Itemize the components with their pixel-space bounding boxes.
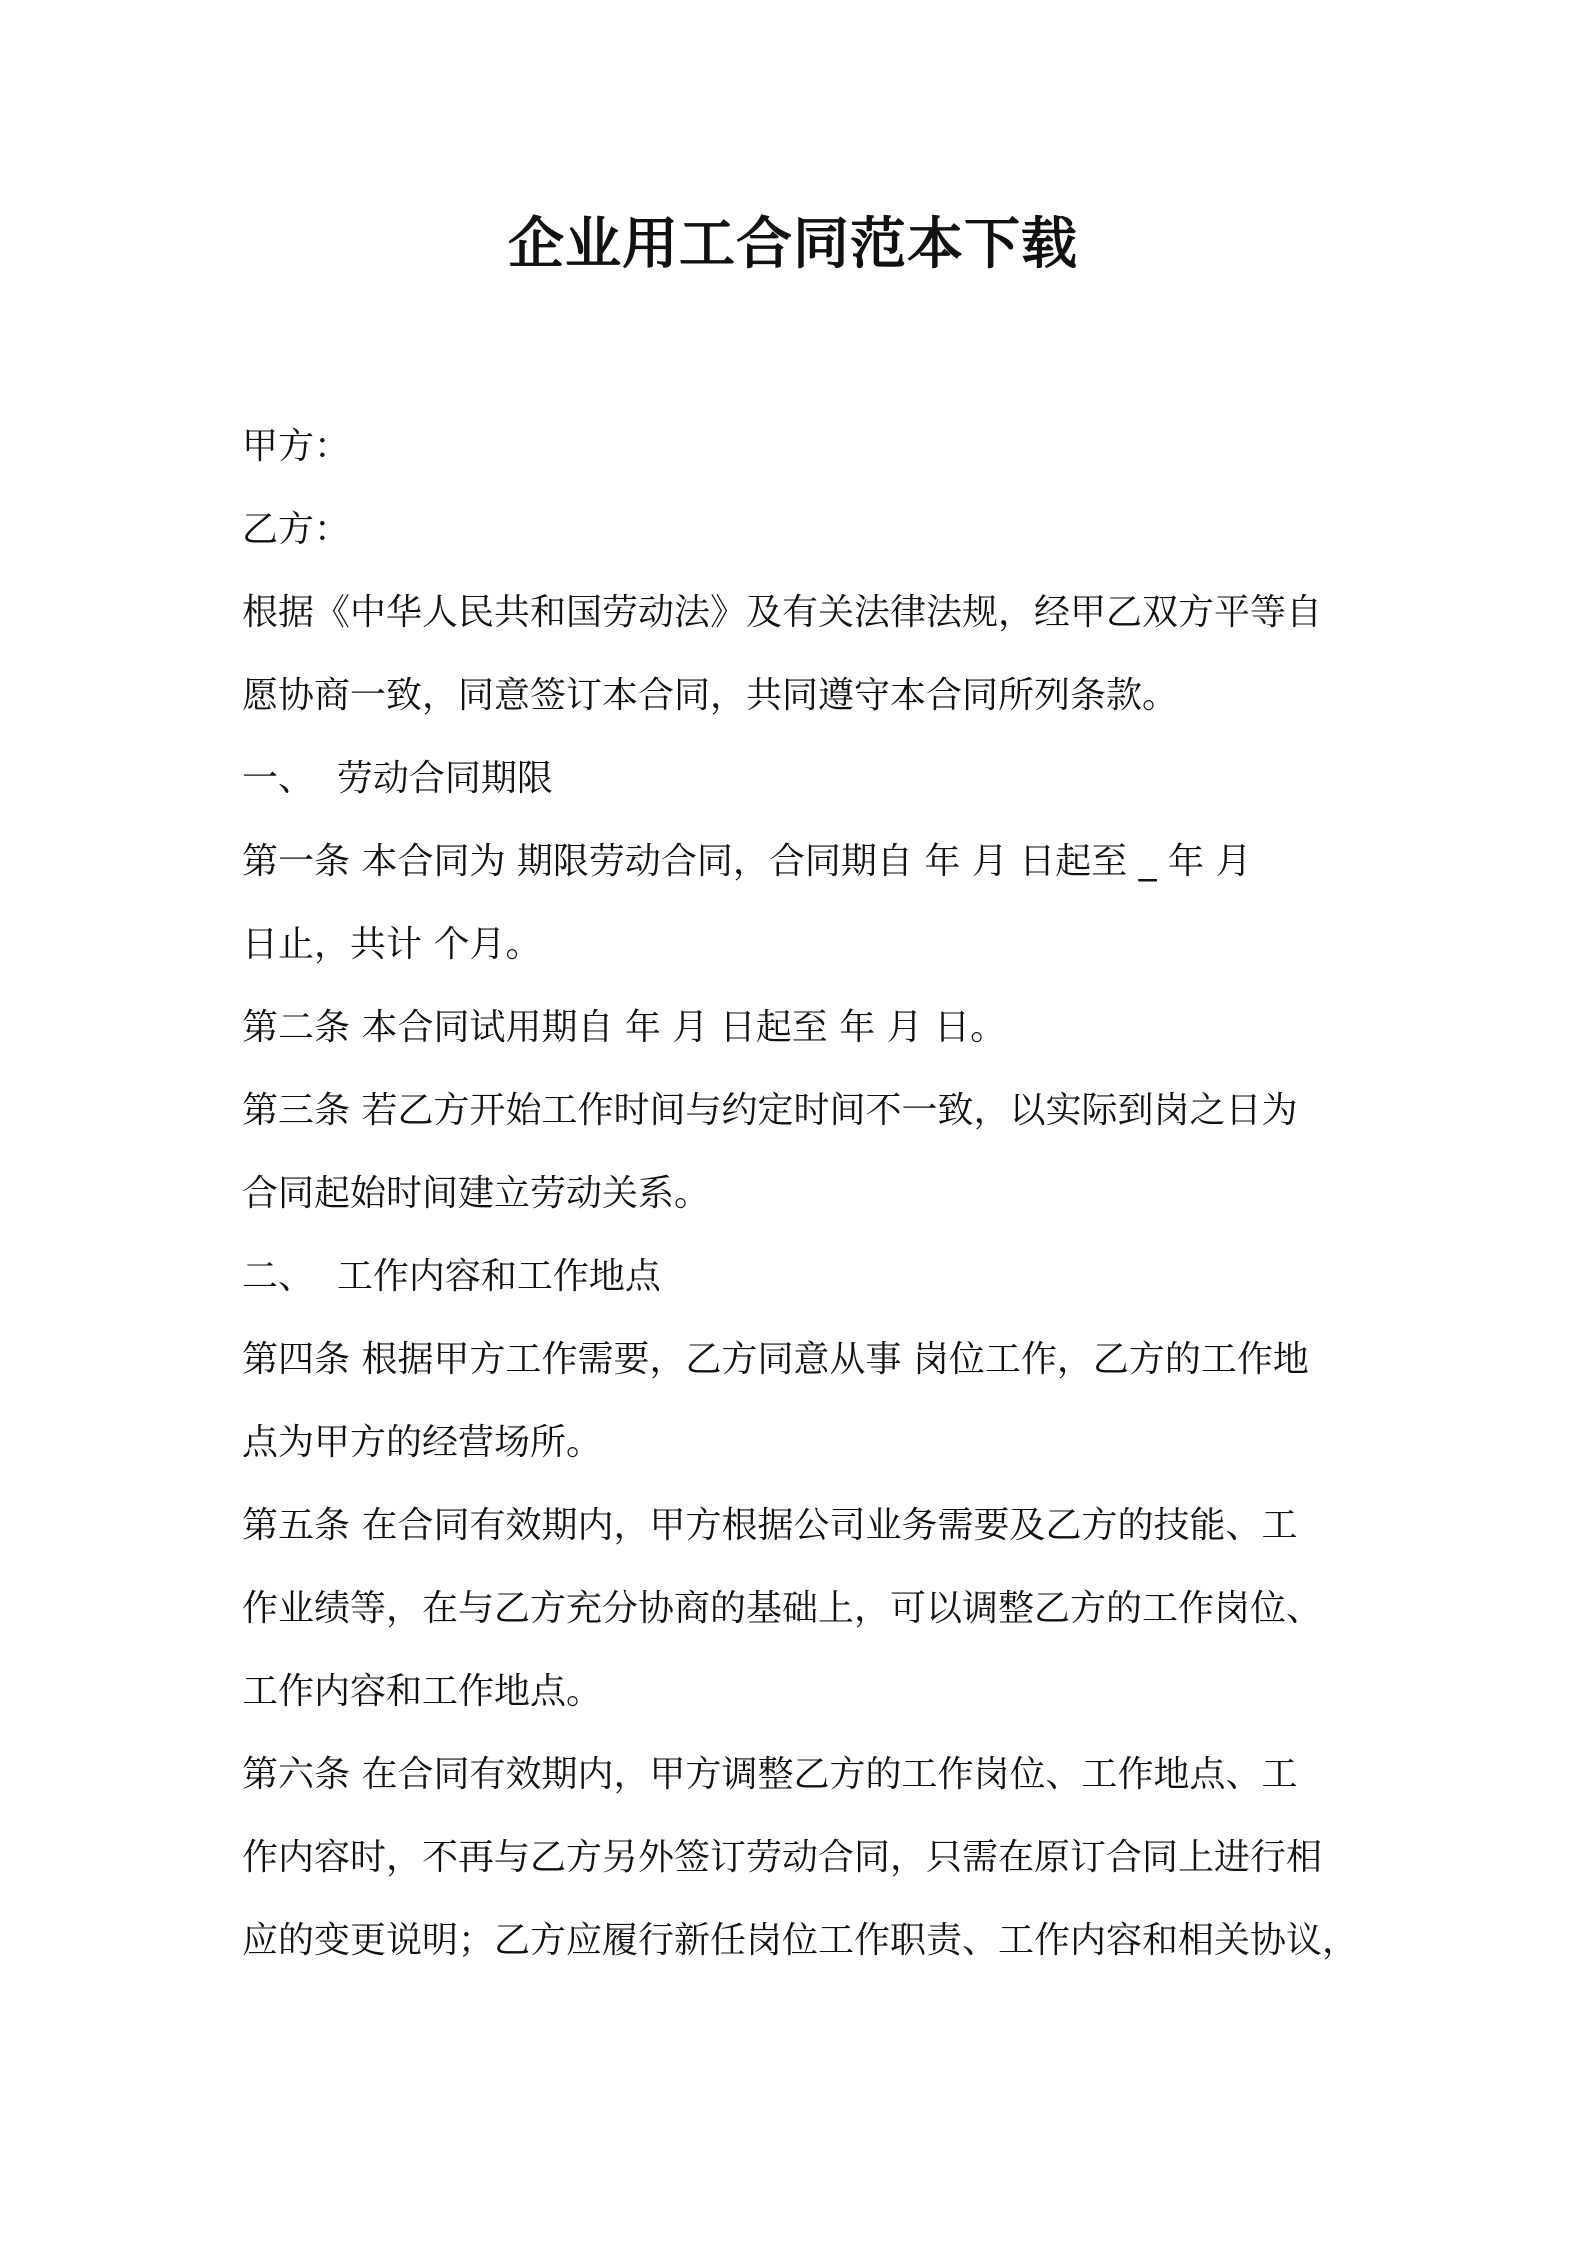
article-line: 第五条 在合同有效期内，甲方根据公司业务需要及乙方的技能、工 xyxy=(242,1505,1298,1546)
article-line: 合同起始时间建立劳动关系。 xyxy=(242,1173,711,1214)
article-line: 点为甲方的经营场所。 xyxy=(242,1422,603,1463)
article-line: 第三条 若乙方开始工作时间与约定时间不一致，以实际到岗之日为 xyxy=(242,1090,1298,1131)
section-heading: 二、 工作内容和工作地点 xyxy=(242,1256,661,1297)
article-line: 第二条 本合同试用期自 年 月 日起至 年 月 日。 xyxy=(242,1007,1007,1048)
preamble-line: 根据《中华人民共和国劳动法》及有关法律法规，经甲乙双方平等自 xyxy=(242,592,1323,633)
article-line: 日止，共计 个月。 xyxy=(242,924,542,965)
party-b-line: 乙方： xyxy=(242,509,351,550)
article-line: 第六条 在合同有效期内，甲方调整乙方的工作岗位、工作地点、工 xyxy=(242,1754,1298,1795)
preamble-line: 愿协商一致，同意签订本合同，共同遵守本合同所列条款。 xyxy=(242,675,1179,716)
article-line: 作内容时，不再与乙方另外签订劳动合同，只需在原订合同上进行相 xyxy=(242,1837,1323,1878)
article-line: 工作内容和工作地点。 xyxy=(242,1671,603,1712)
document-title: 企业用工合同范本下载 xyxy=(508,212,1078,277)
article-line: 第四条 根据甲方工作需要，乙方同意从事 岗位工作，乙方的工作地 xyxy=(242,1339,1309,1380)
article-line: 应的变更说明；乙方应履行新任岗位工作职责、工作内容和相关协议， xyxy=(242,1920,1359,1961)
article-line: 第一条 本合同为 期限劳动合同，合同期自 年 月 日起至 _ 年 月 xyxy=(242,841,1252,882)
section-heading: 一、 劳动合同期限 xyxy=(242,758,553,799)
article-line: 作业绩等，在与乙方充分协商的基础上，可以调整乙方的工作岗位、 xyxy=(242,1588,1323,1629)
party-a-line: 甲方： xyxy=(242,426,351,467)
document-body xyxy=(242,405,1362,1982)
